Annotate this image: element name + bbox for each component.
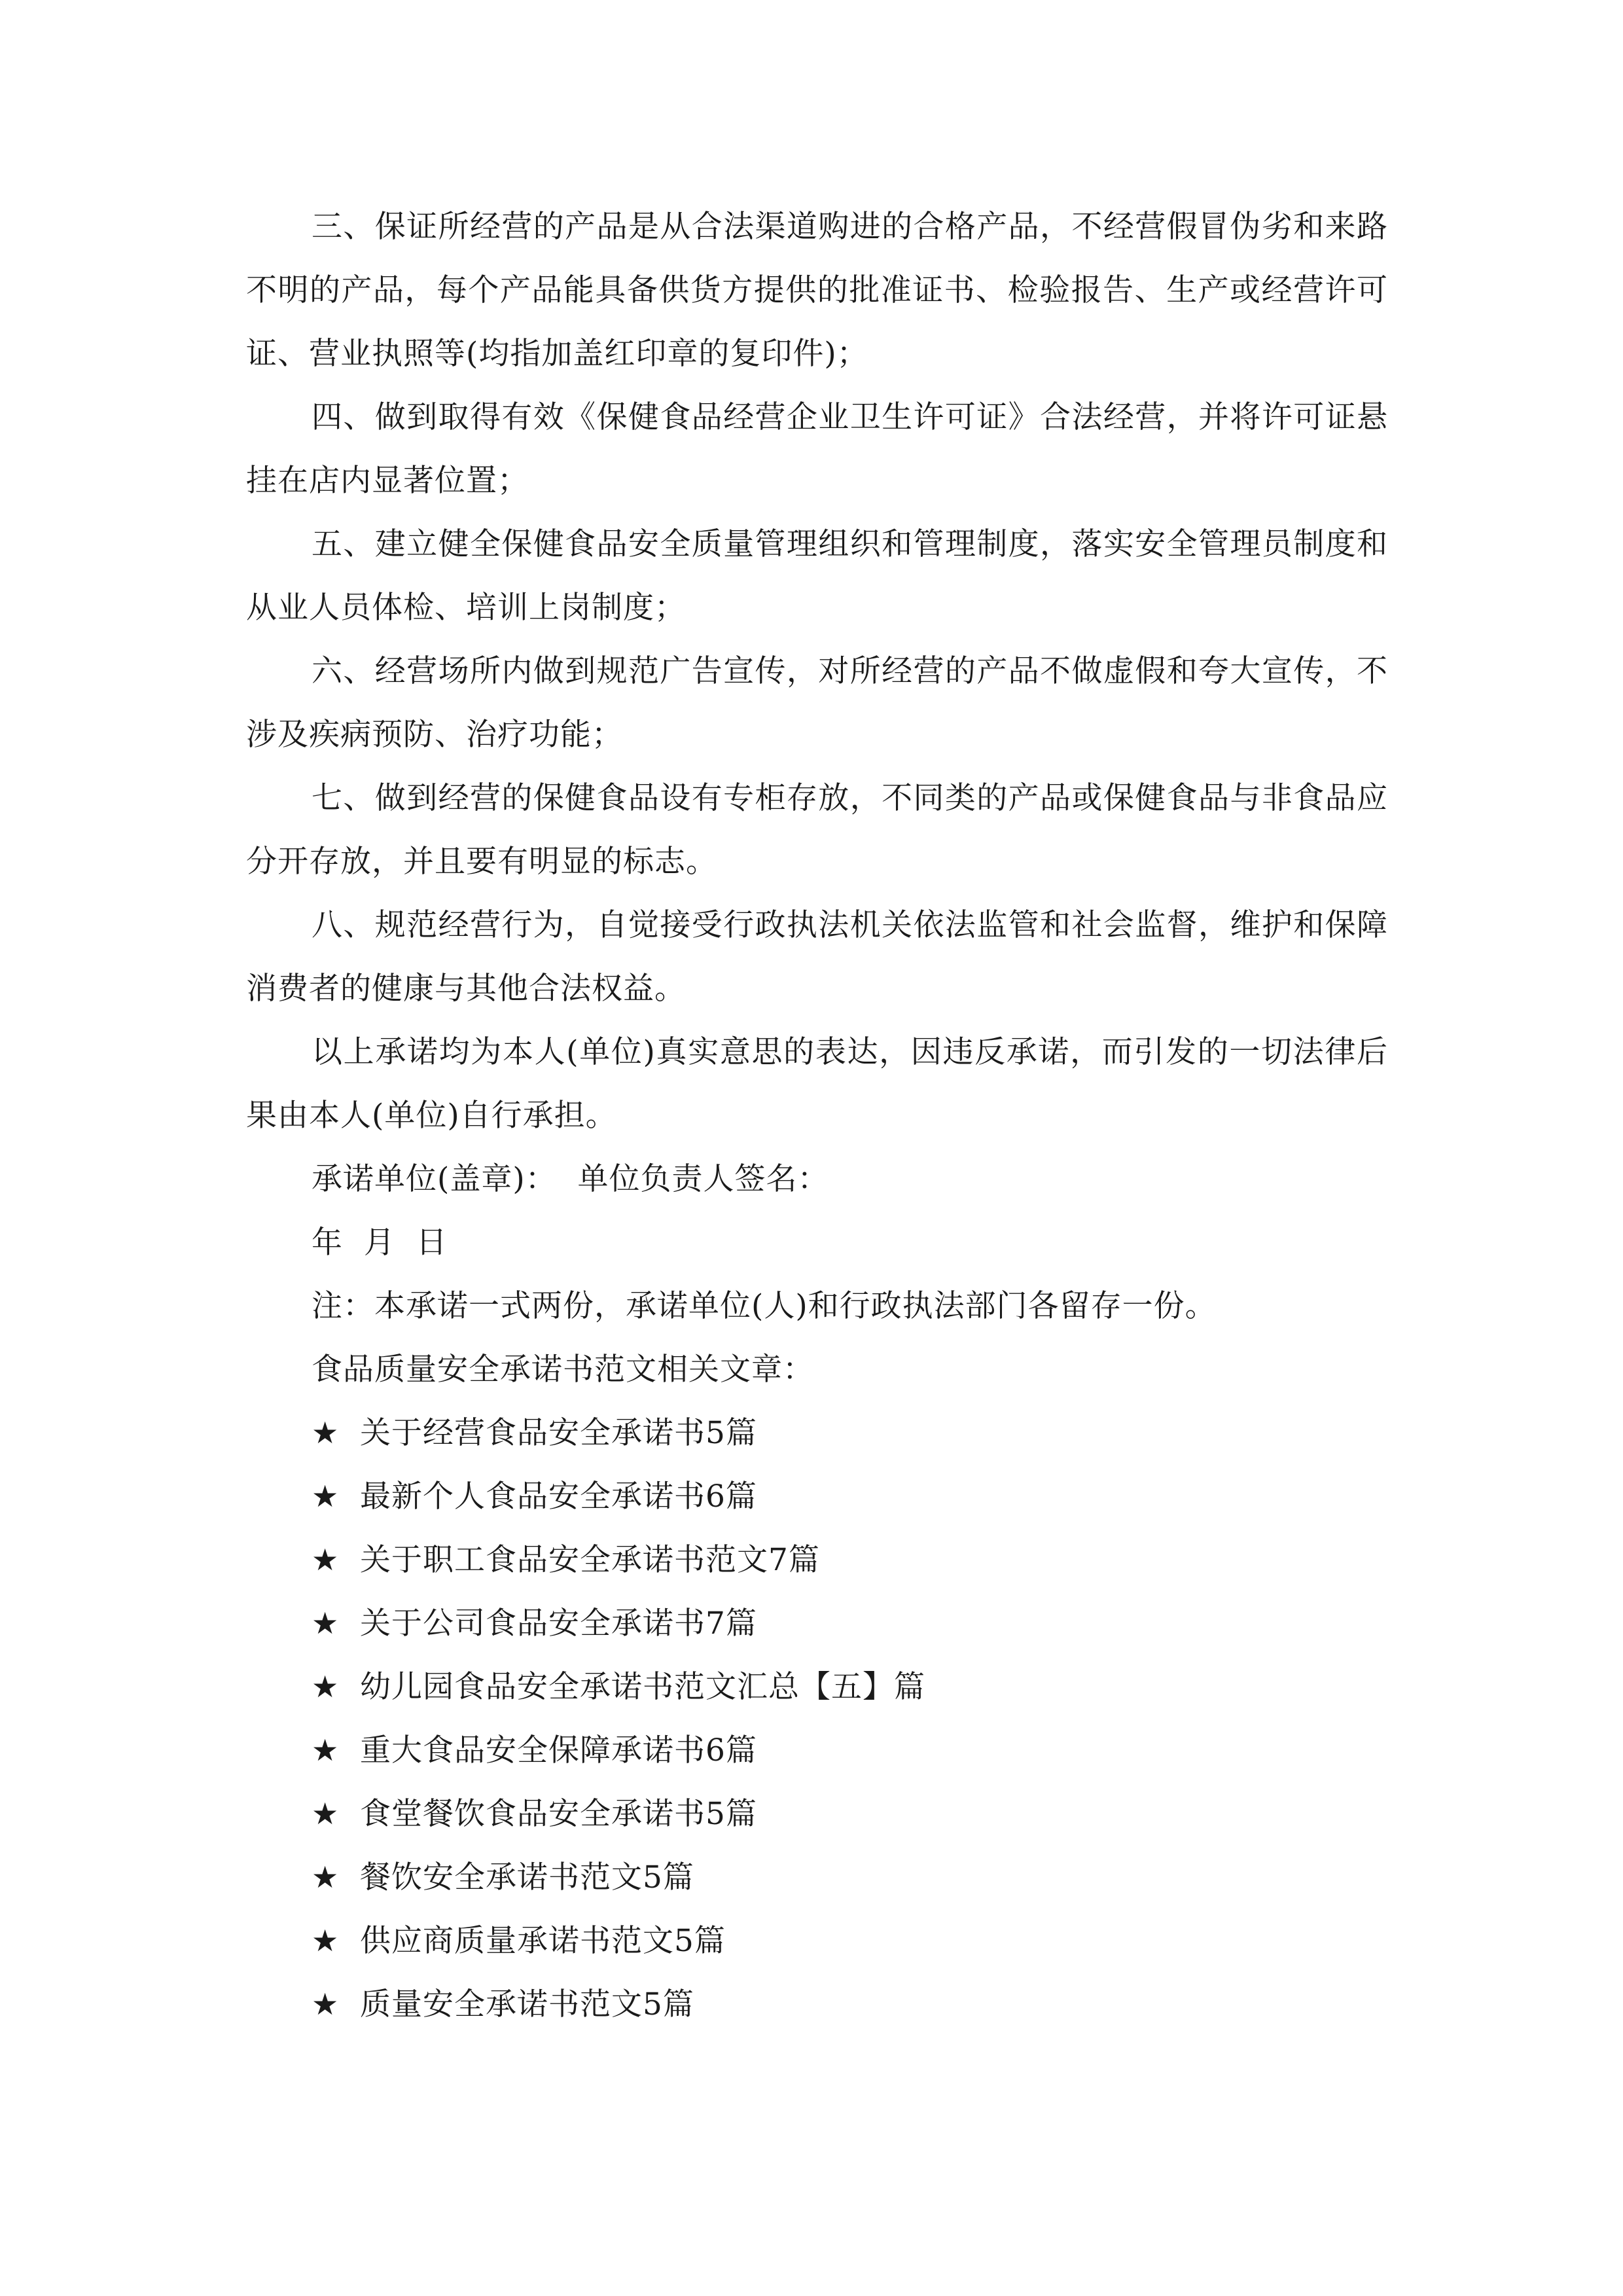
date-line: 年 月 日 [312,1225,448,1261]
paragraph-5: 五、建立健全保健食品安全质量管理组织和管理制度，落实安全管理员制度和从业人员体检、培训上岗制度； [246,526,1388,626]
star-icon: ★ [312,1796,340,1831]
closing-statement: 以上承诺均为本人(单位)真实意思的表达，因违反承诺，而引发的一切法律后果由本人(单位)自行承担。 [246,1034,1388,1134]
document-page [246,195,1388,2036]
star-icon: ★ [312,1479,340,1514]
related-article-link[interactable]: 餐饮安全承诺书范文5篇 [360,1859,694,1895]
related-article-item[interactable] [246,1401,1388,1465]
paragraph-7: 七、做到经营的保健食品设有专柜存放，不同类的产品或保健食品与非食品应分开存放，并且要有明显的标志。 [246,780,1388,880]
star-icon: ★ [312,1986,340,2022]
related-article-item[interactable] [246,1528,1388,1592]
related-article-item[interactable] [246,1592,1388,1655]
related-article-item[interactable] [246,1465,1388,1528]
related-article-item[interactable] [246,1782,1388,1846]
star-icon: ★ [312,1923,340,1958]
star-icon: ★ [312,1669,340,1704]
star-icon: ★ [312,1542,340,1577]
related-article-item[interactable] [246,1909,1388,1973]
star-icon: ★ [312,1415,340,1450]
related-article-link[interactable]: 食堂餐饮食品安全承诺书5篇 [360,1796,757,1832]
note-line: 注：本承诺一式两份，承诺单位(人)和行政执法部门各留存一份。 [312,1288,1217,1324]
related-article-item[interactable] [246,1719,1388,1782]
related-article-link[interactable]: 关于经营食品安全承诺书5篇 [360,1415,757,1451]
star-icon: ★ [312,1605,340,1641]
related-article-link[interactable]: 幼儿园食品安全承诺书范文汇总【五】篇 [360,1669,925,1705]
paragraph-6: 六、经营场所内做到规范广告宣传，对所经营的产品不做虚假和夸大宣传，不涉及疾病预防、治疗功能； [246,653,1388,753]
star-icon: ★ [312,1859,340,1895]
related-article-link[interactable]: 质量安全承诺书范文5篇 [360,1986,694,2022]
related-articles-heading: 食品质量安全承诺书范文相关文章： [312,1352,814,1388]
paragraph-8: 八、规范经营行为，自觉接受行政执法机关依法监管和社会监督，维护和保障消费者的健康与其他合法权益。 [246,907,1388,1007]
paragraph-3: 三、保证所经营的产品是从合法渠道购进的合格产品，不经营假冒伪劣和来路不明的产品，每个产品能具备供货方提供的批准证书、检验报告、生产或经营许可证、营业执照等(均指加盖红印章的复印件)； [246,209,1388,372]
paragraph-4: 四、做到取得有效《保健食品经营企业卫生许可证》合法经营，并将许可证悬挂在店内显著位置； [246,399,1388,499]
related-article-link[interactable]: 重大食品安全保障承诺书6篇 [360,1732,757,1768]
related-article-item[interactable] [246,1973,1388,2036]
related-article-item[interactable] [246,1846,1388,1909]
signature-line: 承诺单位(盖章)： 单位负责人签名： [312,1161,829,1197]
related-articles-list [246,1401,1388,2036]
related-article-item[interactable] [246,1655,1388,1719]
star-icon: ★ [312,1732,340,1768]
related-article-link[interactable]: 关于公司食品安全承诺书7篇 [360,1605,757,1641]
related-article-link[interactable]: 最新个人食品安全承诺书6篇 [360,1479,757,1515]
related-article-link[interactable]: 供应商质量承诺书范文5篇 [360,1923,726,1959]
related-article-link[interactable]: 关于职工食品安全承诺书范文7篇 [360,1542,820,1578]
